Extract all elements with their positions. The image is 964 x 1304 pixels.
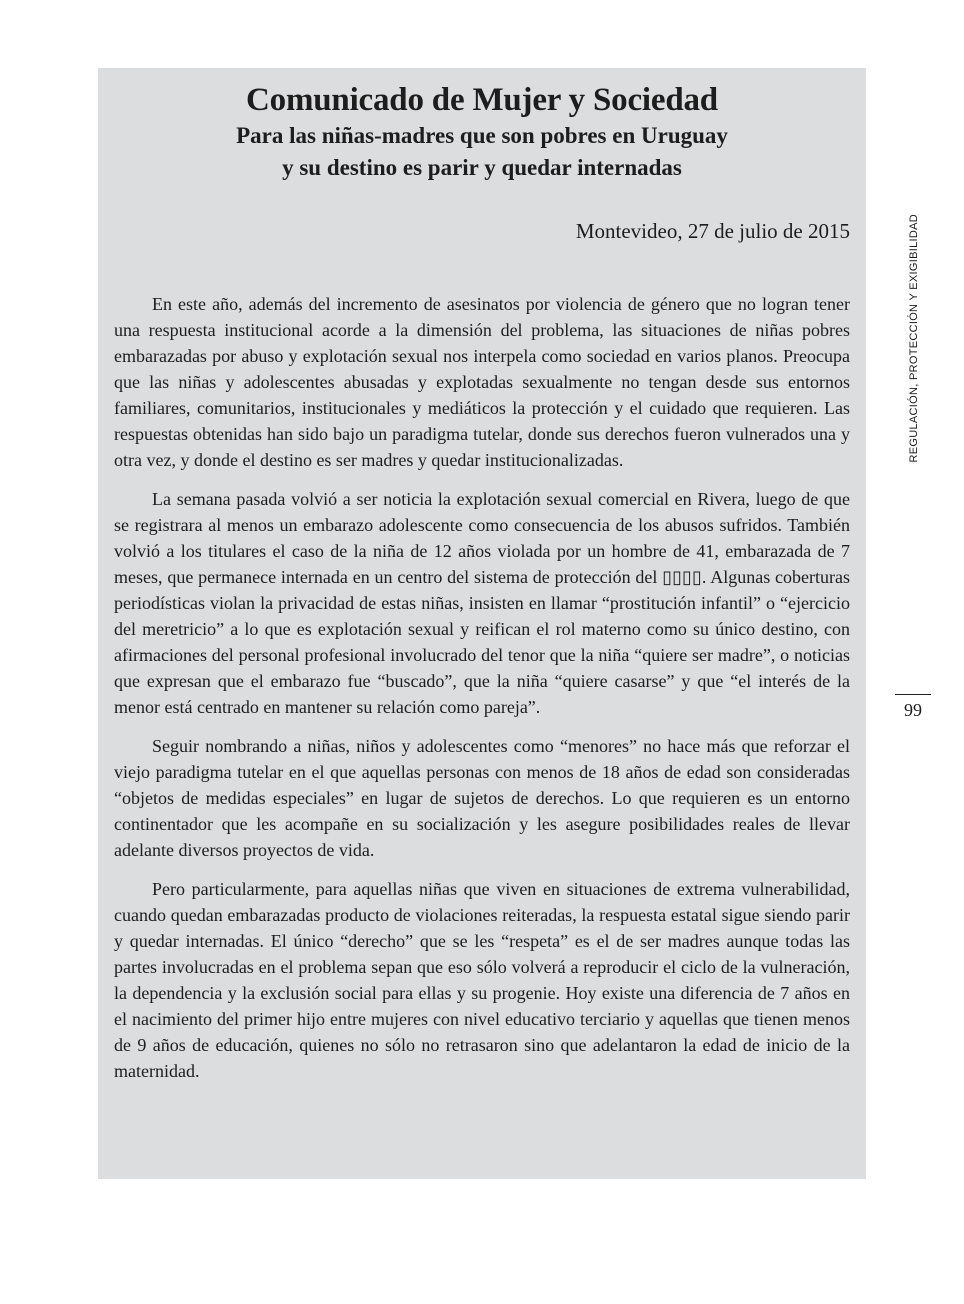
paragraph: En este año, además del incremento de asesinatos por violencia de género que no logran tener una respuesta institucional acorde a la dimensión del problema, las situaciones de niñas pobres embarazadas por abuso y explotación sexual nos interpela como sociedad en varios planos. Preocupa que las niñas y adolescentes abusadas y explotadas sexualmente no tengan desde sus entornos familiares, comunitarios, institucionales y mediáticos la protección y el cuidado que requieren. Las respuestas obtenidas han sido bajo un paradigma tutelar, donde sus derechos fueron vulnerados una y otra vez, y donde el destino es ser madres y quedar institucionalizadas. (114, 294, 850, 470)
dateline: Montevideo, 27 de julio de 2015 (575, 219, 850, 243)
document-title: Comunicado de Mujer y Sociedad (246, 82, 718, 118)
paragraph: La semana pasada volvió a ser noticia la explotación sexual comercial en Rivera, luego de que se registrara al menos un embarazo adolescente como consecuencia de los abusos sufridos. También volvió a los titulares el caso de la niña de 12 años violada por un hombre de 41, embarazada de 7 meses, que permanece internada en un centro del sistema de protección del ▯▯▯▯. Algunas coberturas periodísticas violan la privacidad de estas niñas, insisten en llamar “prostitución infantil” o “ejercicio del meretricio” a lo que es explotación sexual y reifican el rol materno como su único destino, con afirmaciones del personal profesional involucrado del tenor que la niña “quiere ser madre”, o noticias que expresan que el embarazo fue “buscado”, que la niña “quiere casarse” y que “el interés de la menor está centrado en mantener su relación como pareja”. (114, 489, 850, 717)
page-number-rule (895, 694, 931, 695)
paragraph: Pero particularmente, para aquellas niñas que viven en situaciones de extrema vulnerabilidad, cuando quedan embarazadas producto de violaciones reiteradas, la respuesta estatal sigue siendo parir y quedar internadas. El único “derecho” que se les “respeta” es el de ser madres aunque todas las partes involucradas en el problema sepan que eso sólo volverá a reproducir el ciclo de la vulneración, la dependencia y la exclusión social para ellas y su progenie. Hoy existe una diferencia de 7 años en el nacimiento del primer hijo entre mujeres con nivel educativo terciario y aquellas que tienen menos de 9 años de educación, quienes no sólo no retrasaron sino que adelantaron la edad de inicio de la maternidad. (114, 879, 850, 1081)
section-running-header: REGULACIÓN, PROTECCIÓN Y EXIGIBILIDAD (908, 214, 920, 463)
communique-box (98, 68, 866, 1179)
page-number: 99 (904, 700, 922, 720)
document-subtitle-line-1: Para las niñas-madres que son pobres en Uruguay (236, 123, 728, 148)
paragraph: Seguir nombrando a niñas, niños y adolescentes como “menores” no hace más que reforzar el viejo paradigma tutelar en el que aquellas personas con menos de 18 años de edad son consideradas “objetos de medidas especiales” en lugar de sujetos de derechos. Lo que requieren es un entorno continentador que les acompañe en su socialización y les asegure posibilidades reales de llevar adelante diversos proyectos de vida. (114, 736, 850, 860)
document-subtitle-line-2: y su destino es parir y quedar internadas (282, 155, 682, 180)
body-text (114, 291, 850, 1084)
